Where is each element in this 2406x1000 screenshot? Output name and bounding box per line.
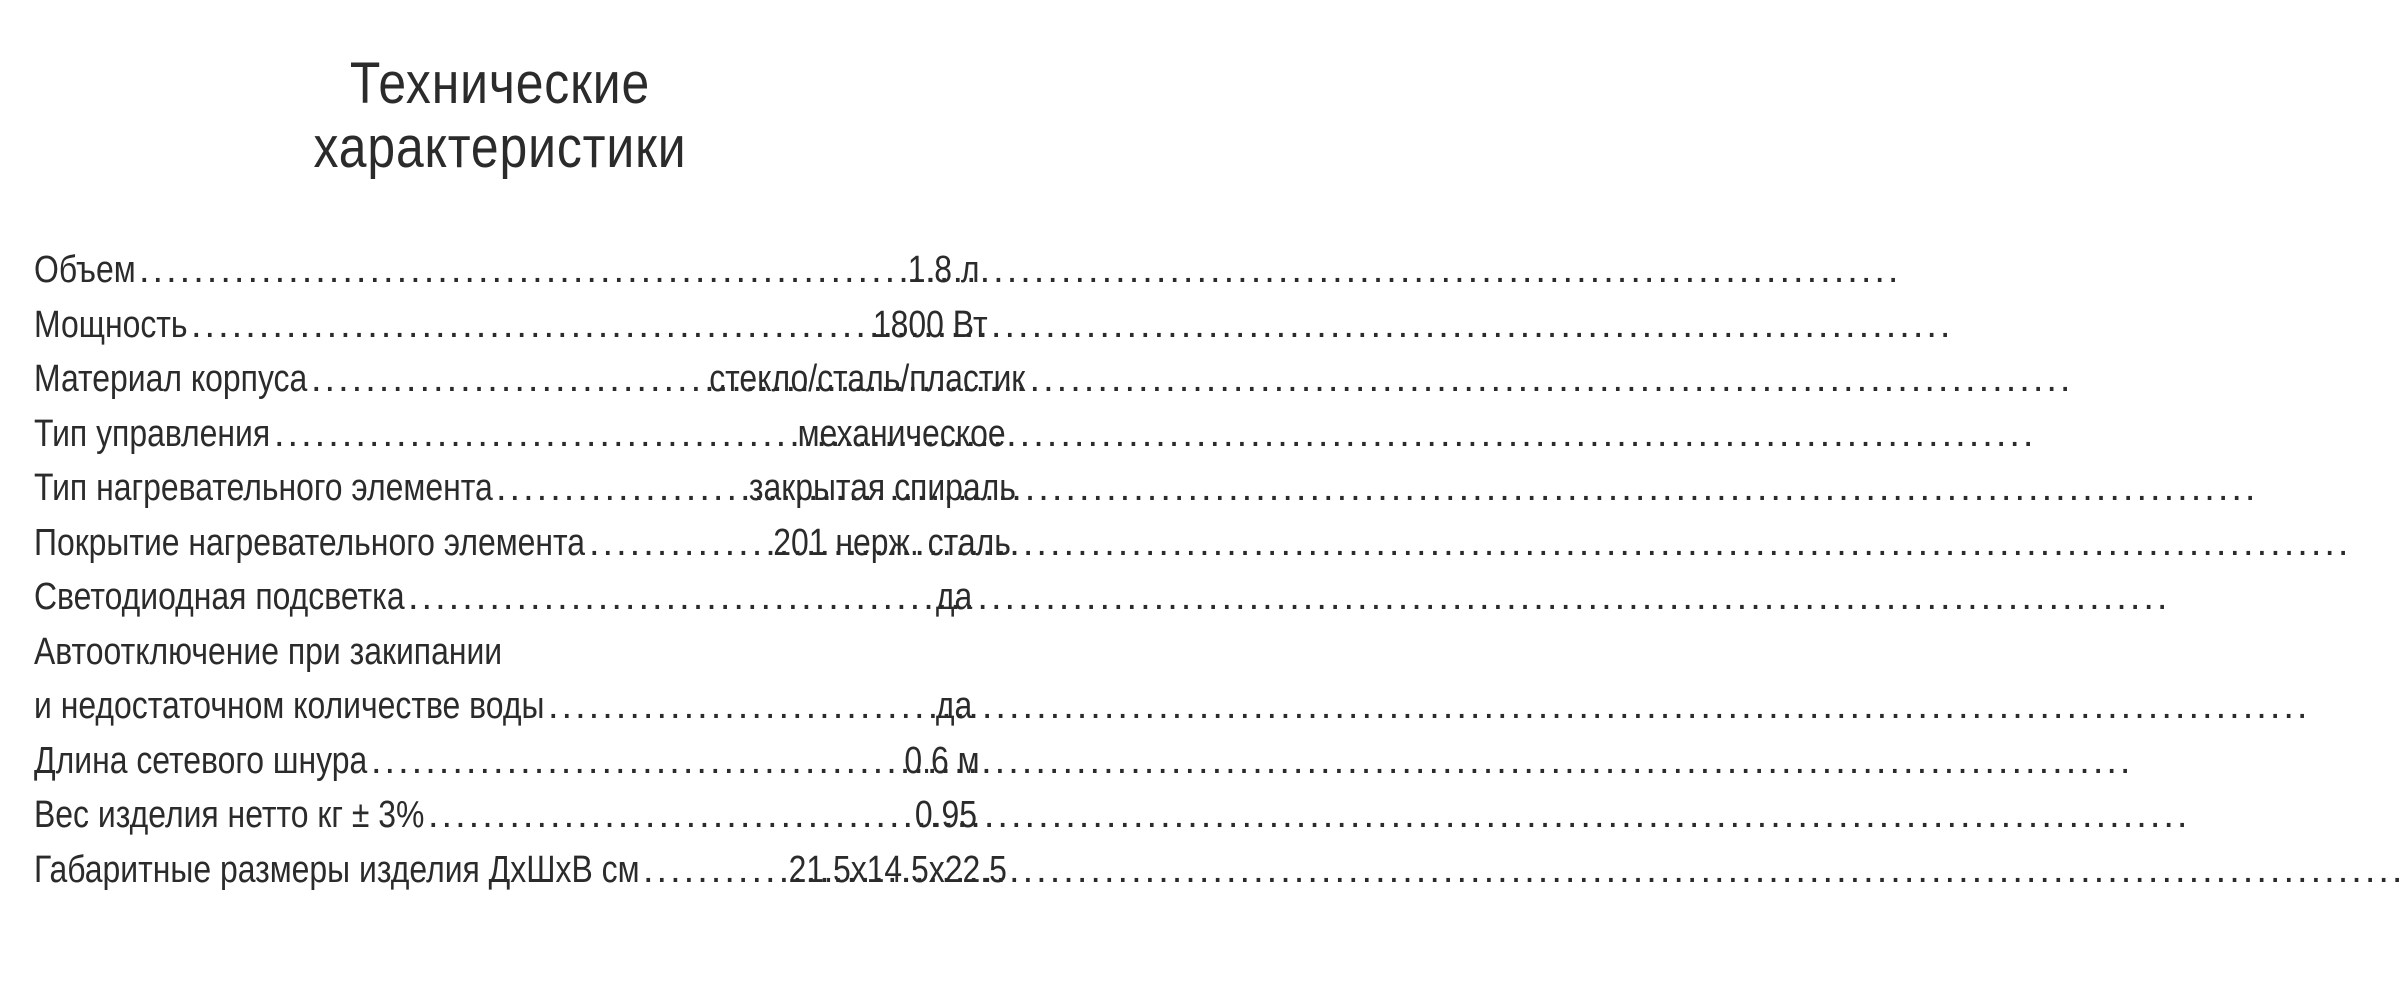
spec-value: закрытая спираль (748, 467, 1016, 509)
spec-row-cord-length (34, 734, 980, 789)
spec-row-net-weight (34, 788, 977, 843)
spec-label: Покрытие нагревательного элемента (34, 521, 586, 564)
dot-leader (589, 516, 725, 570)
spec-row-heating-element-type (34, 461, 1016, 516)
spec-value: механическое (797, 412, 1006, 455)
dot-leader (408, 570, 926, 624)
dot-leader (548, 679, 926, 733)
spec-row-led-backlight (34, 570, 973, 625)
spec-row-dimensions (34, 843, 1007, 898)
spec-label: Автоотключение при закипании (34, 630, 503, 673)
spec-row-auto-off-line-2 (34, 679, 973, 734)
title-line-2: характеристики (313, 115, 687, 180)
spec-value: да (935, 685, 973, 727)
spec-label: и недостаточном количестве воды (34, 685, 545, 727)
spec-label: Материал корпуса (34, 358, 308, 400)
spec-label: Мощность (34, 303, 188, 346)
spec-label: Вес изделия нетто кг ± 3% (34, 794, 425, 836)
dot-leader (428, 788, 900, 842)
title-line-1: Технические (349, 51, 651, 116)
dot-leader (274, 407, 755, 461)
spec-value: 0.6 м (904, 739, 980, 782)
spec-label: Тип нагревательного элемента (34, 467, 493, 509)
spec-label: Длина сетевого шнура (34, 739, 368, 782)
spec-row-volume (34, 243, 980, 298)
spec-row-power (34, 298, 988, 353)
spec-value: 1800 Вт (872, 303, 988, 346)
spec-value: 21.5x14.5x22.5 (788, 848, 1007, 891)
spec-value: стекло/сталь/пластик (709, 358, 1026, 400)
spec-label: Светодиодная подсветка (34, 576, 405, 618)
spec-list (34, 243, 1026, 897)
spec-row-heating-element-coating (34, 516, 1011, 571)
spec-row-auto-off-line-1 (34, 625, 966, 680)
spec-value: 0.95 (914, 794, 977, 836)
spec-label: Объем (34, 249, 136, 291)
spec-value: 201 нерж. сталь (773, 521, 1011, 564)
page-title (0, 52, 1000, 180)
spec-label: Габаритные размеры изделия ДхШхВ см (34, 848, 640, 891)
spec-row-control-type (34, 407, 1006, 462)
dot-leader (643, 843, 744, 897)
dot-leader (496, 461, 695, 515)
dot-leader (139, 243, 891, 297)
dot-leader (311, 352, 646, 406)
spec-value: 1.8 л (907, 249, 980, 291)
spec-value: да (935, 576, 973, 618)
spec-row-body-material (34, 352, 1026, 407)
dot-leader (371, 734, 887, 788)
dot-leader (191, 298, 848, 352)
spec-label: Тип управления (34, 412, 271, 455)
